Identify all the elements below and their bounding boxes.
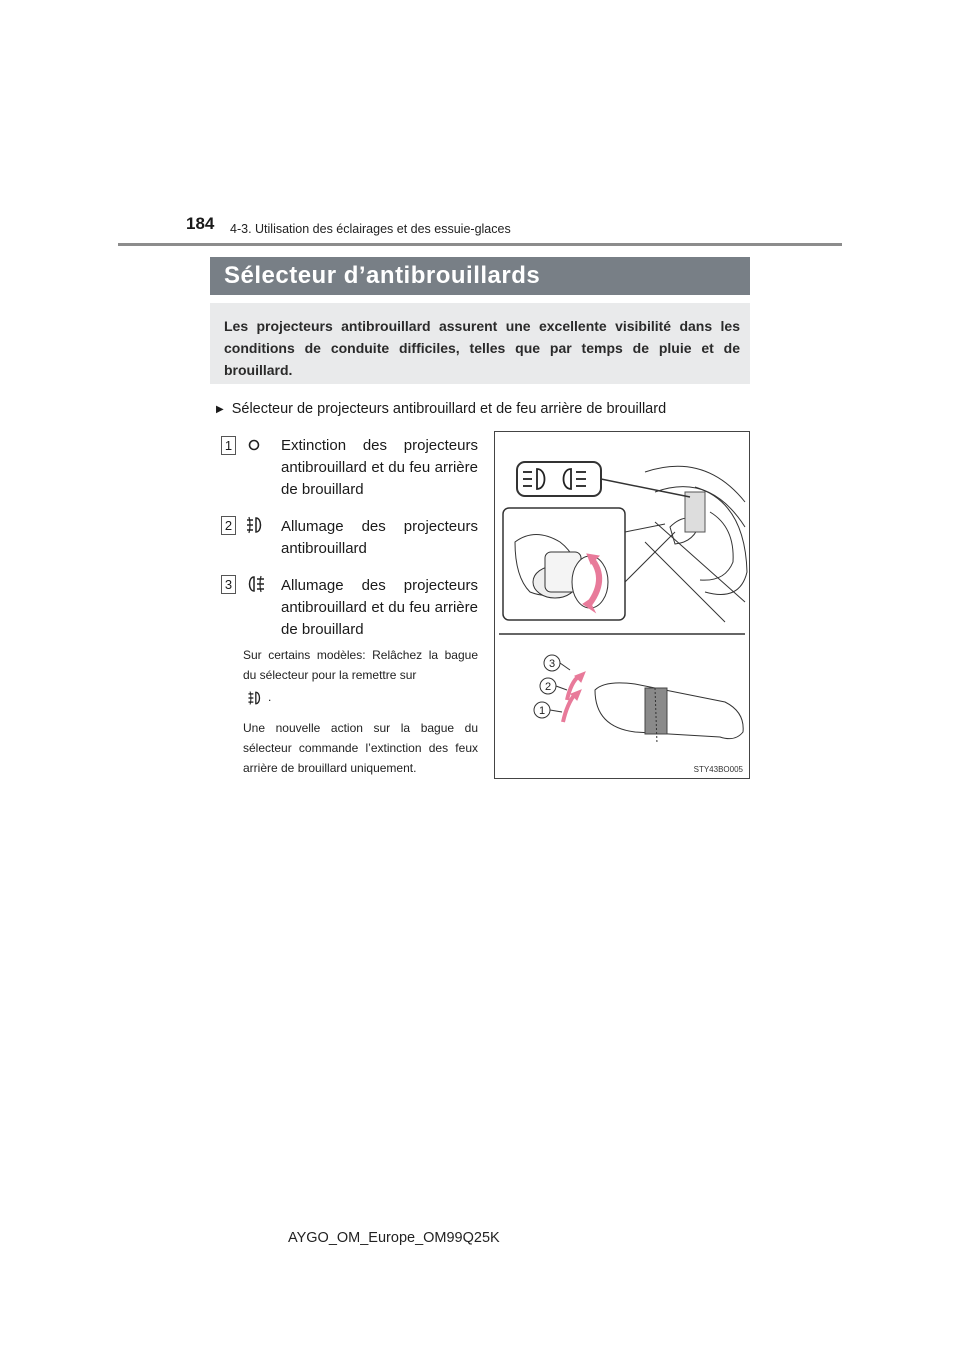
page-title: Sélecteur d’antibrouillards: [210, 257, 750, 295]
section-heading: 4-3. Utilisation des éclairages et des essuie-glaces: [230, 222, 511, 236]
rear-fog-light-icon: [244, 573, 268, 595]
note-2: Une nouvelle action sur la bague du sélecteur commande l’extinction des feux arrière de brouillard uniquement.: [243, 721, 478, 775]
item-number-3: 3: [221, 575, 236, 594]
item-text-1: Extinction des projecteurs antibrouillard et du feu arrière de brouillard: [281, 437, 478, 498]
item-number-1: 1: [221, 436, 236, 455]
front-fog-light-icon: [244, 514, 266, 536]
callout-2: 2: [544, 681, 552, 693]
callout-1: 1: [538, 705, 546, 717]
figure-illustration: [494, 431, 750, 779]
item-text-3: Allumage des projecteurs antibrouillard et du feu arrière de brouillard: [281, 577, 478, 638]
callout-3: 3: [548, 658, 556, 670]
figure-code: STY43BO005: [693, 765, 743, 774]
off-circle-icon: [247, 438, 261, 452]
page-number: 184: [186, 214, 215, 233]
item-text-2: Allumage des projecteurs antibrouillard: [281, 518, 478, 557]
note-1-text: Sur certains modèles: Relâchez la bague du sélecteur pour la remettre sur: [243, 648, 478, 682]
item-number-2: 2: [221, 516, 236, 535]
footer-doc-id: AYGO_OM_Europe_OM99Q25K: [288, 1230, 500, 1246]
intro-box: [210, 303, 750, 384]
triangle-bullet-icon: ▶: [216, 404, 224, 415]
front-fog-light-icon-small: [246, 689, 264, 707]
bullet-heading: [216, 401, 666, 417]
bullet-text: Sélecteur de projecteurs antibrouillard et de feu arrière de brouillard: [231, 401, 667, 417]
header-rule: [118, 243, 842, 246]
note-1-suffix: .: [268, 690, 272, 704]
note-1: [243, 645, 478, 685]
intro-text: Les projecteurs antibrouillard assurent une excellente visibilité dans les conditions de conduite difficiles, telles que par temps de pluie et de brouillard.: [224, 318, 740, 378]
